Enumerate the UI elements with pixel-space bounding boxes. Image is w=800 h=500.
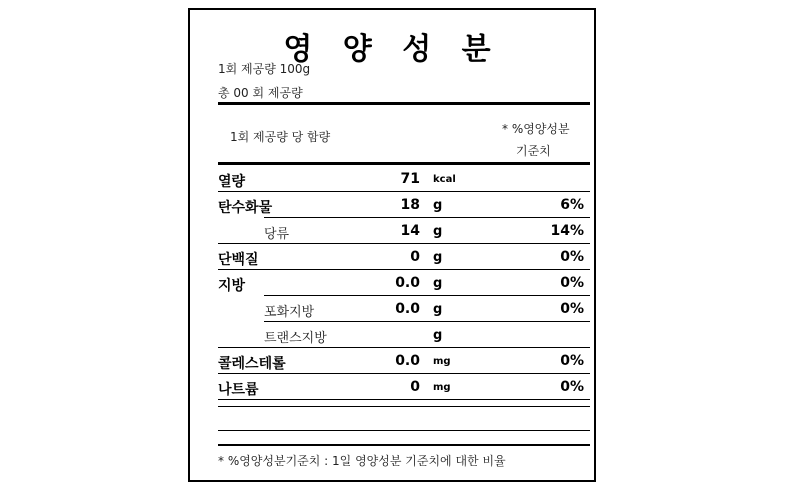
serving-size: 1회 제공량 100g xyxy=(218,62,311,76)
nutrient-row xyxy=(190,244,594,270)
nutrition-facts-label xyxy=(188,8,596,482)
nutrient-row xyxy=(190,348,594,374)
nutrient-row xyxy=(190,270,594,296)
thick-divider-top xyxy=(218,102,590,105)
nutrient-daily-value: 14% xyxy=(550,223,584,239)
nutrient-daily-value: 0% xyxy=(560,379,584,395)
row-divider xyxy=(218,399,590,400)
thick-divider-header xyxy=(218,162,590,165)
per-serving-header: 1회 제공량 당 함량 xyxy=(230,130,331,144)
nutrient-name: 포화지방 xyxy=(264,305,315,320)
nutrient-unit: kcal xyxy=(433,174,456,185)
nutrient-row xyxy=(190,218,594,244)
nutrient-unit: mg xyxy=(433,382,451,393)
nutrient-row xyxy=(190,192,594,218)
nutrient-amount: 0 xyxy=(410,379,420,395)
nutrient-amount: 14 xyxy=(400,223,420,239)
nutrient-name: 열량 xyxy=(218,174,246,190)
footnote: * %영양성분기준치 : 1일 영양성분 기준치에 대한 비율 xyxy=(218,454,506,468)
nutrient-unit: g xyxy=(433,198,443,213)
nutrient-unit: mg xyxy=(433,356,451,367)
nutrient-daily-value: 0% xyxy=(560,275,584,291)
blank-row-divider xyxy=(218,430,590,431)
nutrient-unit: g xyxy=(433,224,443,239)
daily-value-header xyxy=(502,118,570,162)
nutrient-unit: g xyxy=(433,302,443,317)
daily-value-header-line2: 기준치 xyxy=(516,144,551,158)
nutrient-daily-value: 0% xyxy=(560,353,584,369)
nutrient-unit: g xyxy=(433,328,443,343)
nutrient-daily-value: 0% xyxy=(560,301,584,317)
footnote-divider xyxy=(218,444,590,446)
nutrient-amount: 0 xyxy=(410,249,420,265)
nutrient-name: 지방 xyxy=(218,278,246,294)
servings-total: 총 00 회 제공량 xyxy=(218,86,303,100)
nutrient-name: 당류 xyxy=(264,227,290,242)
daily-value-header-line1: * %영양성분 xyxy=(502,122,570,136)
nutrient-row xyxy=(190,166,594,192)
nutrient-amount: 0.0 xyxy=(395,353,420,369)
nutrient-amount: 0.0 xyxy=(395,275,420,291)
nutrient-daily-value: 0% xyxy=(560,249,584,265)
blank-row-divider xyxy=(218,406,590,407)
nutrient-amount: 71 xyxy=(400,171,420,187)
nutrient-name: 단백질 xyxy=(218,252,259,268)
nutrient-amount: 0.0 xyxy=(395,301,420,317)
nutrient-row xyxy=(190,374,594,400)
nutrient-unit: g xyxy=(433,276,443,291)
nutrient-row xyxy=(190,296,594,322)
nutrient-name: 콜레스테롤 xyxy=(218,356,286,372)
nutrient-daily-value: 6% xyxy=(560,197,584,213)
label-title: 영 양 성 분 xyxy=(283,32,501,67)
nutrient-unit: g xyxy=(433,250,443,265)
nutrient-amount: 18 xyxy=(400,197,420,213)
nutrient-name: 탄수화물 xyxy=(218,200,273,216)
nutrient-name: 나트륨 xyxy=(218,382,259,398)
nutrient-name: 트랜스지방 xyxy=(264,331,327,346)
nutrient-row xyxy=(190,322,594,348)
